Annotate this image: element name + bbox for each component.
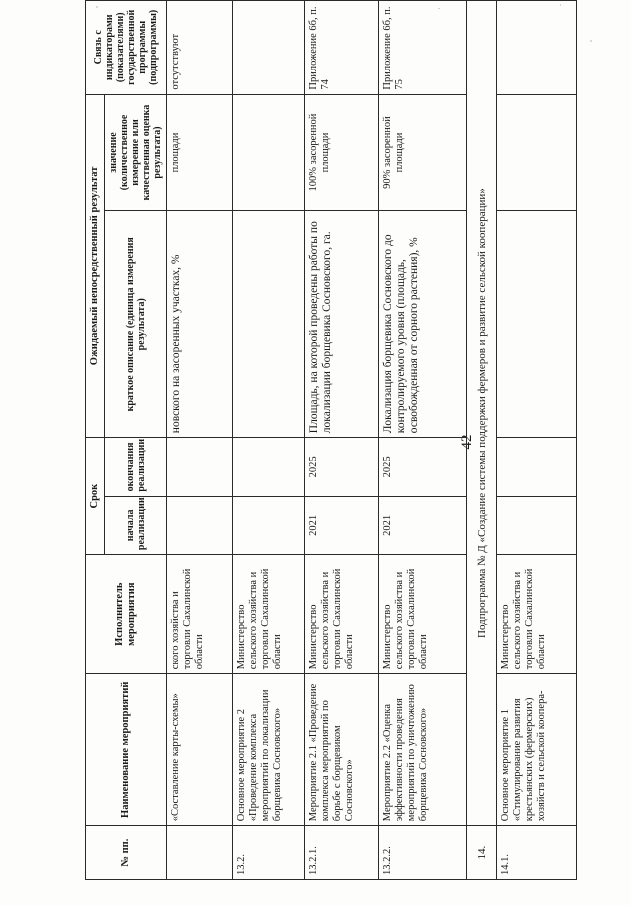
- col-name-header: Наименование мероприятий: [86, 674, 167, 826]
- row-desc: новского на засоренных участках, %: [167, 211, 233, 438]
- row-start: 2021: [305, 496, 379, 554]
- col-start-header: начала реализации: [105, 496, 167, 554]
- row-value: 90% засоренной площади: [379, 94, 467, 211]
- table-row: [233, 1, 305, 880]
- subprogram-title: Подпрограмма № Д «Создание системы поддержки фермеров и развитие сельской кооперации»: [467, 1, 497, 826]
- row-start: [497, 496, 577, 554]
- subprogram-num: 14.: [467, 826, 497, 880]
- row-end: 2025: [379, 438, 467, 496]
- activities-table-rotated: [85, 0, 577, 880]
- row-link: Приложение 6б, п. 74: [305, 1, 379, 95]
- table-row: [497, 1, 577, 880]
- row-end: [497, 438, 577, 496]
- col-link-header: Связь с индикаторами (показателями) государственной программы (подпрограммы): [86, 1, 167, 95]
- col-result-header: Ожидаемый непосредственный результат: [86, 94, 105, 438]
- row-executor: ского хозяйства и торговли Сахалинской области: [167, 555, 233, 674]
- row-link: [497, 1, 577, 95]
- row-value: 100% засоренной площади: [305, 94, 379, 211]
- subprogram-row: [467, 1, 497, 880]
- header-row: [86, 1, 105, 880]
- scan-speck: [590, 40, 592, 42]
- row-value: [233, 94, 305, 211]
- col-end-header: окончания реализации: [105, 438, 167, 496]
- row-executor: Министерство сельского хозяйства и торговли Сахалинской области: [233, 555, 305, 674]
- col-term-header: Срок: [86, 438, 105, 555]
- table-row: [379, 1, 467, 880]
- row-start: [167, 496, 233, 554]
- col-value-header: значение (количественное измерение или качественная оценка результата): [105, 94, 167, 211]
- row-link: [233, 1, 305, 95]
- row-start: [233, 496, 305, 554]
- page-number: 42: [459, 434, 475, 450]
- row-desc: Площадь, на которой проведены работы по локализации борщевика Сосновского, га.: [305, 211, 379, 438]
- row-name: Мероприятие 2.2 «Оценка эффективности проведения мероприятий по уничтожению борщевика Сосновского»: [379, 674, 467, 826]
- row-start: 2021: [379, 496, 467, 554]
- row-value: [497, 94, 577, 211]
- row-executor: Министерство сельского хозяйства и торговли Сахалинской области: [379, 555, 467, 674]
- row-end: [167, 438, 233, 496]
- row-name: Основное мероприятие 2 «Проведение комплекса мероприятий по локализации борщевика Сосновского»: [233, 674, 305, 826]
- rotated-table: [85, 0, 577, 880]
- row-executor: Министерство сельского хозяйства и торговли Сахалинской области: [497, 555, 577, 674]
- row-name: Основное мероприятие 1 «Стимулирование развития крестьянских (фермерских) хозяйств и сельской коопера-: [497, 674, 577, 826]
- row-executor: Министерство сельского хозяйства и торговли Сахалинской области: [305, 555, 379, 674]
- row-name: Мероприятие 2.1 «Проведение комплекса мероприятий по борьбе с борщевиком Сосновского»: [305, 674, 379, 826]
- col-num-header: № пп.: [86, 826, 167, 880]
- row-desc: [497, 211, 577, 438]
- row-name: «Составление карты-схемы»: [167, 674, 233, 826]
- row-desc: Локализация борщевика Сосновского до контролируемого уровня (площадь, освобожденная от сорного растения), %: [379, 211, 467, 438]
- row-num: 13.2.1.: [305, 826, 379, 880]
- col-desc-header: краткое описание (единица измерения результата): [105, 211, 167, 438]
- row-num: 13.2.: [233, 826, 305, 880]
- col-executor-header: Исполнитель мероприятия: [86, 555, 167, 674]
- row-value: площади: [167, 94, 233, 211]
- table-row: [305, 1, 379, 880]
- row-link: отсутствуют: [167, 1, 233, 95]
- row-end: [233, 438, 305, 496]
- row-num: [167, 826, 233, 880]
- row-num: 14.1.: [497, 826, 577, 880]
- row-link: Приложение 6б, п. 75: [379, 1, 467, 95]
- row-end: 2025: [305, 438, 379, 496]
- row-num: 13.2.2.: [379, 826, 467, 880]
- table-row: [167, 1, 233, 880]
- row-desc: [233, 211, 305, 438]
